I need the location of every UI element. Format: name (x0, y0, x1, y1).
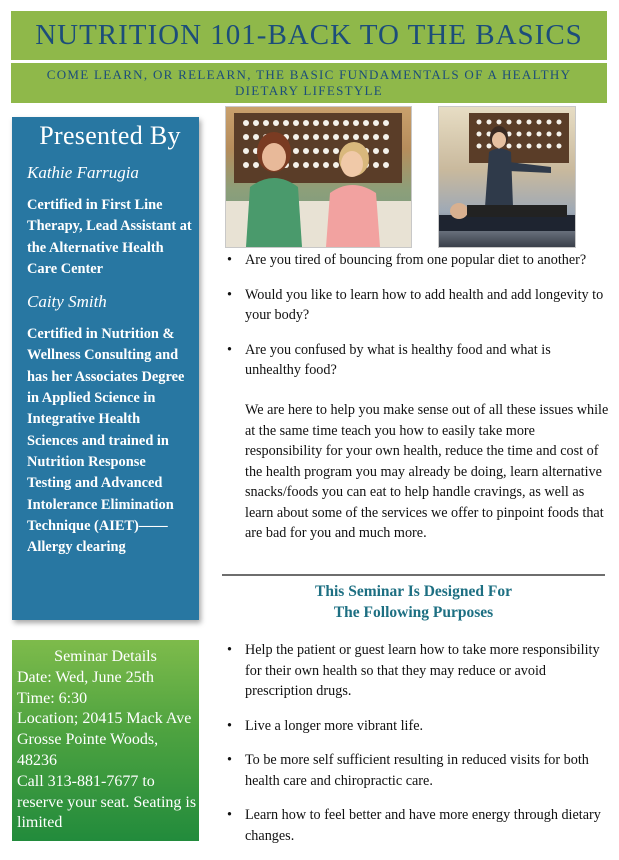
list-item: • Would you like to learn how to add health and add longevity to your body? (224, 285, 610, 326)
photo-consultation-illustration (226, 107, 411, 247)
presenter-name: Caity Smith (27, 292, 107, 312)
list-item: • Learn how to feel better and have more energy through dietary changes. (224, 805, 617, 846)
presenter-bio: Certified in First Line Therapy, Lead Assistant at the Alternative Health Care Center (27, 197, 192, 277)
intro-paragraph: We are here to help you make sense out of all these issues while at the same time teach you how to easily take more responsibility for your own health, reduce the time and cost of the health program you may already be doing, learn alternative snacks/foods you can eat to help handle cravings, as well as learn about some of the services we offer to pinpoint foods that are bad for you and much more. (245, 402, 609, 541)
photo-treatment (438, 106, 576, 248)
presenter-name: Kathie Farrugia (27, 163, 139, 182)
list-item: • Live a longer more vibrant life. (224, 716, 617, 737)
seminar-date: Date: Wed, June 25th (17, 668, 155, 686)
title-banner (11, 11, 607, 60)
seminar-details-panel (12, 640, 199, 841)
seminar-time: Time: 6:30 (17, 689, 88, 707)
presenters-heading: Presented By (39, 121, 181, 150)
seminar-rsvp: Call 313-881-7677 to reserve your seat. Seating is limited (17, 772, 197, 832)
purposes-heading-line: The Following Purposes (333, 604, 494, 621)
photo-treatment-illustration (439, 107, 575, 247)
list-item: • To be more self sufficient resulting in reduced visits for both health care and chiropractic care. (224, 750, 617, 791)
section-divider (222, 574, 605, 576)
intro-question-list (224, 250, 610, 395)
seminar-details-heading: Seminar Details (54, 648, 157, 665)
seminar-location: Location; 20415 Mack Ave Grosse Pointe Woods, 48236 (17, 710, 192, 769)
subtitle-banner (11, 63, 607, 103)
presenters-panel (12, 117, 199, 620)
page-title: NUTRITION 101-BACK TO THE BASICS (35, 19, 583, 51)
list-item: • Help the patient or guest learn how to take more responsibility for their own health so that they may reduce or avoid prescription drugs. (224, 640, 617, 702)
list-item: • Are you confused by what is healthy food and what is unhealthy food? (224, 340, 610, 381)
purposes-heading-line: This Seminar Is Designed For (315, 583, 512, 600)
photo-consultation (225, 106, 412, 248)
purposes-heading (222, 581, 605, 623)
page-subtitle: COME LEARN, OR RELEARN, THE BASIC FUNDAMENTALS OF A HEALTHY DIETARY LIFESTYLE (46, 67, 572, 98)
list-item: • Are you tired of bouncing from one popular diet to another? (224, 250, 610, 271)
purposes-list (224, 640, 617, 860)
presenter-bio: Certified in Nutrition & Wellness Consulting and has her Associates Degree in Applied Science in Integrative Health Sciences and trained in Nutrition Response Testing and Advanced Intolerance Elimination Technique (AIET)——Allergy clearing (27, 326, 185, 556)
